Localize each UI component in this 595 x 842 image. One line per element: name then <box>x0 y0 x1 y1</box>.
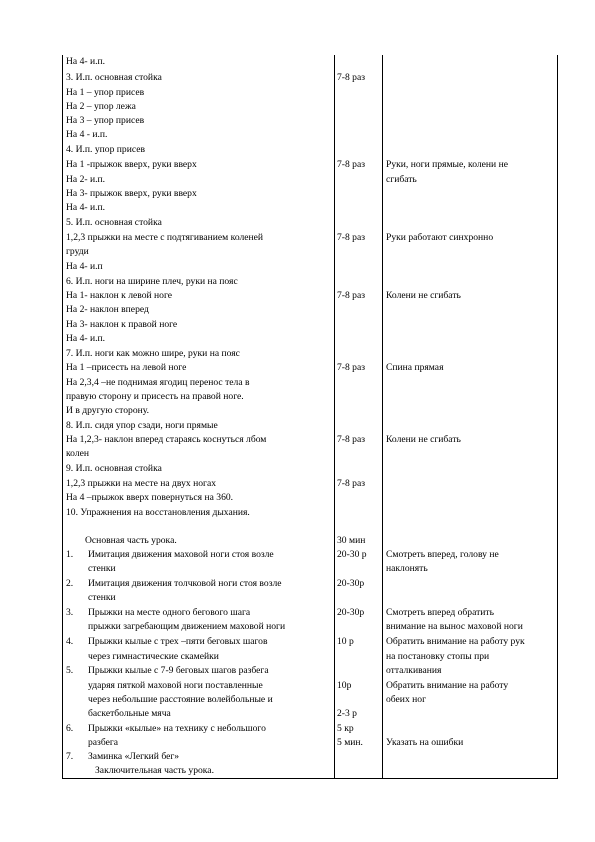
text-line: На 4- и.п. <box>66 202 106 213</box>
item-number: 5. <box>66 665 74 676</box>
text-line: 8. И.п. сидя упор сзади, ноги прямые <box>66 420 218 431</box>
text-line: 4. И.п. упор присев <box>66 144 146 155</box>
text-line: На 2- наклон вперед <box>66 304 149 315</box>
text-line: На 4- и.п. <box>66 333 106 344</box>
guidance-cell: внимание на вынос маховой ноги <box>386 621 523 632</box>
text-line: На 3- прыжок вверх, руки вверх <box>66 188 197 199</box>
dosage-cell: 30 мин <box>337 535 366 546</box>
guidance-cell: отталкивания <box>386 665 442 676</box>
main-item <box>66 707 171 721</box>
main-item <box>66 606 250 620</box>
guidance-cell: Спина прямая <box>386 362 444 373</box>
item-text: Имитация движения толчковой ноги стоя возле <box>88 578 282 589</box>
text-line: На 1 -прыжок вверх, руки вверх <box>66 159 197 170</box>
text-line: 9. И.п. основная стойка <box>66 463 162 474</box>
item-text: ударяя пяткой маховой ноги поставленные <box>88 680 263 691</box>
item-text: прыжки загребающим движением маховой ноги <box>88 621 286 632</box>
dosage-cell: 10р <box>337 680 352 691</box>
item-text: Прыжки кылые с 7-9 беговых шагов разбега <box>88 665 269 676</box>
item-number: 4. <box>66 636 74 647</box>
main-item <box>66 664 269 678</box>
main-item <box>66 577 282 591</box>
section-heading-final: Заключительная часть урока. <box>95 765 214 776</box>
guidance-cell: Обратить внимание на работу рук <box>386 636 525 647</box>
main-item <box>66 635 268 649</box>
main-item <box>66 591 116 605</box>
item-text: стенки <box>88 592 116 603</box>
text-line: На 4 - и.п. <box>66 129 108 140</box>
main-item <box>66 548 274 562</box>
item-text: Прыжки кылые с трех –пяти беговых шагов <box>88 636 268 647</box>
dosage-cell: 2-3 р <box>337 708 357 719</box>
guidance-cell: Смотреть вперед, голову не <box>386 549 499 560</box>
table-col-divider-2 <box>382 55 383 778</box>
text-line: На 1- наклон к левой ноге <box>66 290 173 301</box>
table-right-border <box>557 55 558 778</box>
item-number: 2. <box>66 578 74 589</box>
table-col-divider-1 <box>334 55 335 778</box>
item-text: разбега <box>88 737 119 748</box>
dosage-cell: 7-8 раз <box>337 72 366 83</box>
text-line: На 2- и.п. <box>66 174 106 185</box>
dosage-cell: 7-8 раз <box>337 290 366 301</box>
text-line: На 1 – упор присев <box>66 87 145 98</box>
guidance-cell: наклонять <box>386 563 428 574</box>
guidance-cell: Колени не сгибать <box>386 290 461 301</box>
dosage-cell: 5 мин. <box>337 737 363 748</box>
item-text: Заминка «Легкий бег» <box>88 751 180 762</box>
item-text: Прыжки «кылые» на технику с небольшого <box>88 723 266 734</box>
text-line: На 2 – упор лежа <box>66 101 136 112</box>
guidance-cell: Обратить внимание на работу <box>386 680 509 691</box>
dosage-cell: 7-8 раз <box>337 232 366 243</box>
item-number: 3. <box>66 607 74 618</box>
text-line: На 4- и.п <box>66 261 103 272</box>
main-item <box>66 650 219 664</box>
guidance-cell: на постановку стопы при <box>386 651 490 662</box>
item-text: Имитация движения маховой ноги стоя возле <box>88 549 274 560</box>
item-text: через небольшие расстояние волейбольные и <box>88 694 273 705</box>
dosage-cell: 20-30р <box>337 607 365 618</box>
table-left-border <box>62 55 63 778</box>
text-line: И в другую сторону. <box>66 405 149 416</box>
text-line: 6. И.п. ноги на ширине плеч, руки на пояс <box>66 276 238 287</box>
guidance-cell: Указать на ошибки <box>386 737 464 748</box>
item-text: через гимнастические скамейки <box>88 651 219 662</box>
guidance-cell: Смотреть вперед обратить <box>386 607 494 618</box>
text-line: На 3 – упор присев <box>66 115 145 126</box>
text-line: На 2,3,4 –не поднимая ягодиц перенос тела в <box>66 377 250 388</box>
text-line: колен <box>66 448 90 459</box>
dosage-cell: 5 кр <box>337 723 354 734</box>
text-line: 7. И.п. ноги как можно шире, руки на пояс <box>66 348 240 359</box>
item-number: 7. <box>66 751 74 762</box>
text-line: 10. Упражнения на восстановления дыхания. <box>66 507 250 518</box>
main-item <box>66 679 263 693</box>
guidance-cell: Руки работают синхронно <box>386 232 494 243</box>
dosage-cell: 20-30 р <box>337 549 367 560</box>
main-item <box>66 736 118 750</box>
item-number: 1. <box>66 549 74 560</box>
table-bottom-border <box>62 778 558 779</box>
main-item <box>66 562 116 576</box>
text-line: 3. И.п. основная стойка <box>66 72 162 83</box>
item-text: баскетбольные мяча <box>88 708 171 719</box>
main-item <box>66 693 273 707</box>
text-line: На 4- и.п. <box>66 56 106 67</box>
dosage-cell: 10 р <box>337 636 354 647</box>
guidance-cell: обеих ног <box>386 694 427 705</box>
dosage-cell: 20-30р <box>337 578 365 589</box>
text-line: На 4 –прыжок вверх повернуться на 360. <box>66 492 234 503</box>
text-line: 1,2,3 прыжки на месте на двух ногах <box>66 478 217 489</box>
text-line: На 1 –присесть на левой ноге <box>66 362 187 373</box>
text-line: На 1,2,3- наклон вперед стараясь коснуться лбом <box>66 434 267 445</box>
main-item <box>66 750 179 764</box>
text-line: правую сторону и присесть на правой ноге. <box>66 391 244 402</box>
text-line: 1,2,3 прыжки на месте с подтягиванием коленей <box>66 232 264 243</box>
main-item <box>66 620 285 634</box>
dosage-cell: 7-8 раз <box>337 159 366 170</box>
dosage-cell: 7-8 раз <box>337 362 366 373</box>
main-item <box>66 722 266 736</box>
dosage-cell: 7-8 раз <box>337 478 366 489</box>
text-line: груди <box>66 246 89 257</box>
guidance-cell: Руки, ноги прямые, колени не <box>386 159 508 170</box>
item-number: 6. <box>66 723 74 734</box>
dosage-cell: 7-8 раз <box>337 434 366 445</box>
text-line: На 3- наклон к правой ноге <box>66 319 178 330</box>
section-heading-main: Основная часть урока. <box>85 535 177 546</box>
guidance-cell: Колени не сгибать <box>386 434 461 445</box>
item-text: стенки <box>88 563 116 574</box>
item-text: Прыжки на месте одного бегового шага <box>88 607 251 618</box>
guidance-cell: сгибать <box>386 174 417 185</box>
text-line: 5. И.п. основная стойка <box>66 217 162 228</box>
